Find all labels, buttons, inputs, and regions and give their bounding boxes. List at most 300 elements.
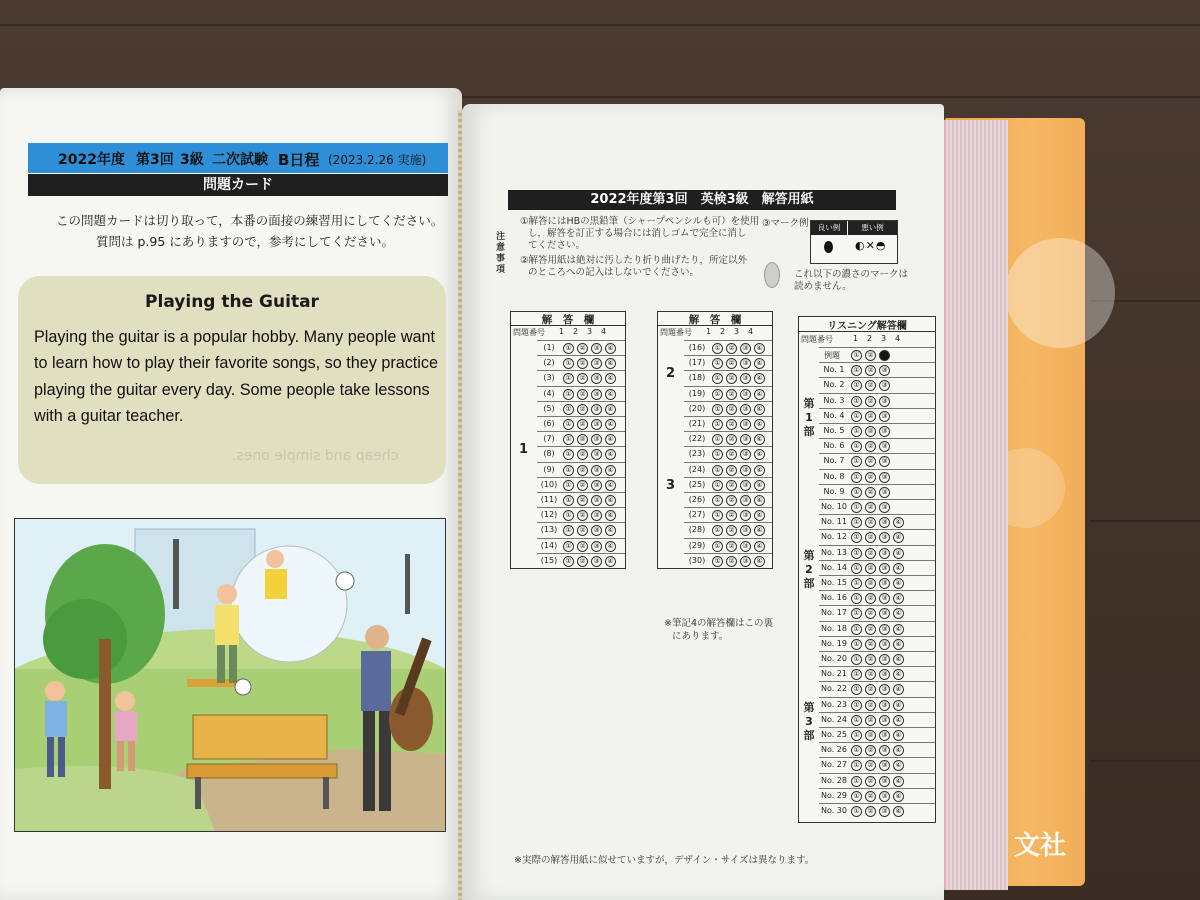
answer-bubble[interactable]: ③	[879, 456, 890, 467]
answer-row	[819, 605, 935, 621]
answer-row	[684, 355, 772, 371]
answer-bubble[interactable]: ③	[740, 495, 751, 506]
answer-bubble[interactable]: ①	[712, 419, 723, 430]
row-number: (8)	[543, 449, 555, 459]
answer-bubble[interactable]: ②	[865, 791, 876, 802]
answer-bubble[interactable]: ③	[740, 480, 751, 491]
answer-bubble[interactable]: ③	[879, 608, 890, 619]
row-number: No. 29	[820, 790, 847, 800]
answer-bubble[interactable]: ②	[577, 480, 588, 491]
answer-bubble[interactable]: ③	[879, 806, 890, 817]
answer-bubble[interactable]: ③	[591, 449, 602, 460]
answer-bubble[interactable]: ④	[893, 791, 904, 802]
answer-bubble[interactable]: ④	[893, 776, 904, 787]
answer-bubble[interactable]: ②	[865, 608, 876, 619]
answer-bubble[interactable]: ③	[591, 404, 602, 415]
choice-number: 2	[867, 334, 873, 343]
answer-bubble[interactable]: ①	[712, 556, 723, 567]
answer-bubble[interactable]: ④	[605, 389, 616, 400]
answer-bubble[interactable]: ④	[754, 389, 765, 400]
answer-bubble[interactable]: ④	[754, 358, 765, 369]
answer-bubble[interactable]: ④	[605, 525, 616, 536]
answer-bubble[interactable]: ④	[893, 760, 904, 771]
answer-bubble[interactable]: ②	[865, 426, 876, 437]
answer-bubble[interactable]: ②	[577, 495, 588, 506]
passage-title: Playing the Guitar	[145, 292, 319, 312]
answer-bubble[interactable]: ③	[740, 404, 751, 415]
answer-bubble[interactable]: ②	[726, 465, 737, 476]
answer-bubble[interactable]: ③	[740, 389, 751, 400]
answer-bubble[interactable]: ①	[563, 404, 574, 415]
answer-bubble[interactable]: ③	[740, 373, 751, 384]
answer-bubble[interactable]: ①	[563, 343, 574, 354]
answer-bubble[interactable]: ③	[879, 380, 890, 391]
answer-row	[537, 462, 625, 478]
answer-bubble[interactable]: ④	[605, 480, 616, 491]
answer-bubble[interactable]: ③	[740, 449, 751, 460]
answer-bubble[interactable]: ④	[893, 730, 904, 741]
answer-bubble[interactable]: ④	[754, 480, 765, 491]
answer-bubble[interactable]: ④	[893, 700, 904, 711]
answer-bubble[interactable]: ①	[712, 541, 723, 552]
answer-bubble[interactable]: ②	[577, 510, 588, 521]
exam-grade: 3級	[180, 152, 204, 168]
answer-bubble[interactable]: ③	[879, 684, 890, 695]
answer-bubble[interactable]: ④	[893, 532, 904, 543]
answer-bubble[interactable]: ③	[879, 578, 890, 589]
answer-bubble[interactable]: ①	[712, 525, 723, 536]
answer-bubble[interactable]: ②	[577, 434, 588, 445]
answer-bubble[interactable]: ①	[851, 700, 862, 711]
answer-bubble[interactable]: ①	[712, 495, 723, 506]
answer-row	[819, 757, 935, 773]
row-number: (12)	[540, 510, 558, 520]
answer-row	[819, 727, 935, 743]
answer-bubble[interactable]: ②	[577, 358, 588, 369]
answer-bubble[interactable]: ②	[865, 563, 876, 574]
answer-bubble[interactable]: ③	[740, 358, 751, 369]
answer-bubble[interactable]: ④	[893, 624, 904, 635]
note-line: のところへの記入はしないでください。	[528, 267, 700, 278]
writing-note: にあります。	[672, 631, 729, 642]
answer-bubble[interactable]: ①	[851, 456, 862, 467]
row-number: No. 23	[820, 699, 847, 709]
answer-bubble[interactable]: ①	[851, 487, 862, 498]
answer-bubble[interactable]: ①	[851, 441, 862, 452]
answer-bubble[interactable]: ④	[893, 684, 904, 695]
answer-bubble[interactable]: ②	[865, 806, 876, 817]
answer-bubble[interactable]: ④	[605, 465, 616, 476]
answer-bubble[interactable]: ①	[563, 358, 574, 369]
answer-bubble[interactable]: ②	[726, 343, 737, 354]
answer-bubble[interactable]: ④	[605, 419, 616, 430]
answer-bubble[interactable]: ③	[591, 556, 602, 567]
answer-bubble[interactable]: ④	[605, 373, 616, 384]
answer-row	[684, 522, 772, 538]
answer-row	[819, 712, 935, 728]
answer-bubble[interactable]: ④	[605, 541, 616, 552]
answer-bubble[interactable]: ③	[591, 419, 602, 430]
choice-number: 1	[853, 334, 859, 343]
answer-bubble[interactable]: ③	[879, 502, 890, 513]
answer-bubble[interactable]: ②	[865, 502, 876, 513]
answer-bubble[interactable]: ②	[865, 396, 876, 407]
answer-bubble[interactable]: ④	[605, 510, 616, 521]
answer-bubble[interactable]: ④	[893, 548, 904, 559]
answer-bubble[interactable]: ①	[712, 449, 723, 460]
answer-bubble[interactable]: ③	[879, 654, 890, 665]
answer-bubble[interactable]: ②	[865, 760, 876, 771]
exam-date: (2023.2.26 実施)	[328, 153, 427, 167]
answer-bubble[interactable]: ①	[851, 593, 862, 604]
answer-bubble[interactable]: ①	[851, 517, 862, 528]
answer-bubble[interactable]: ④	[893, 669, 904, 680]
answer-bubble[interactable]: ③	[591, 389, 602, 400]
answer-bubble[interactable]: ③	[879, 791, 890, 802]
answer-bubble[interactable]: ④	[893, 578, 904, 589]
row-number: (9)	[543, 464, 555, 474]
answer-bubble[interactable]: ①	[712, 480, 723, 491]
answer-bubble[interactable]: ③	[879, 426, 890, 437]
answer-bubble[interactable]: ②	[577, 449, 588, 460]
answer-bubble[interactable]: ③	[879, 624, 890, 635]
note-line: し，解答を訂正する場合には消しゴムで完全に消し	[528, 228, 747, 239]
answer-bubble[interactable]: ①	[563, 556, 574, 567]
answer-bubble[interactable]: ③	[591, 465, 602, 476]
answer-bubble[interactable]: ③	[879, 669, 890, 680]
row-number: (16)	[688, 343, 706, 352]
row-number: (10)	[540, 479, 558, 489]
answer-bubble[interactable]: ①	[851, 684, 862, 695]
group-label: 2	[666, 366, 676, 381]
answer-bubble[interactable]: ③	[879, 639, 890, 650]
answer-bubble[interactable]: ④	[754, 510, 765, 521]
answer-bubble[interactable]: ③	[879, 411, 890, 422]
answer-sheet-title: 2022年度第3回 英検3級 解答用紙	[508, 190, 896, 210]
part-label: 第1部	[803, 397, 815, 438]
answer-bubble[interactable]: ①	[563, 373, 574, 384]
row-number: No. 5	[823, 426, 845, 435]
answer-bubble[interactable]: ②	[577, 389, 588, 400]
answer-bubble[interactable]: ④	[605, 404, 616, 415]
answer-bubble[interactable]: ④	[605, 358, 616, 369]
row-number: (5)	[543, 403, 555, 413]
answer-bubble[interactable]: ③	[879, 517, 890, 528]
answer-bubble[interactable]: ①	[851, 745, 862, 756]
answer-bubble[interactable]: ③	[879, 396, 890, 407]
choice-number: 4	[895, 334, 901, 343]
answer-bubble[interactable]: ③	[879, 487, 890, 498]
answer-bubble[interactable]: ④	[605, 556, 616, 567]
answer-bubble[interactable]: ②	[577, 404, 588, 415]
answer-bubble[interactable]: ①	[851, 472, 862, 483]
answer-bubble[interactable]: ①	[851, 608, 862, 619]
answer-row	[819, 575, 935, 591]
answer-bubble[interactable]: ①	[851, 730, 862, 741]
answer-bubble[interactable]: ④	[605, 449, 616, 460]
row-number: No. 2	[823, 380, 845, 390]
row-number: No. 22	[820, 684, 847, 694]
answer-bubble[interactable]: ②	[726, 404, 737, 415]
answer-bubble[interactable]: ④	[893, 715, 904, 726]
answer-bubble[interactable]: ①	[851, 396, 862, 407]
answer-bubble[interactable]: ④	[893, 563, 904, 574]
answer-row	[684, 446, 772, 462]
answer-row	[537, 370, 625, 386]
exam-schedule: B日程	[278, 151, 320, 169]
answer-bubble[interactable]: ①	[712, 465, 723, 476]
answer-bubble[interactable]: ③	[591, 373, 602, 384]
answer-bubble[interactable]: ②	[726, 541, 737, 552]
answer-bubble[interactable]: ①	[851, 806, 862, 817]
answer-bubble[interactable]: ②	[577, 373, 588, 384]
answer-bubble[interactable]: ①	[851, 791, 862, 802]
answer-bubble[interactable]: ②	[865, 715, 876, 726]
answer-bubble[interactable]: ②	[865, 532, 876, 543]
answer-bubble[interactable]: ①	[851, 380, 862, 391]
card-title: 問題カード	[28, 174, 448, 196]
answer-row	[819, 408, 935, 424]
answer-bubble[interactable]: ①	[851, 502, 862, 513]
answer-bubble[interactable]: ②	[865, 776, 876, 787]
answer-row	[819, 347, 935, 363]
answer-bubble[interactable]: ③	[879, 776, 890, 787]
answer-bubble[interactable]: ③	[591, 343, 602, 354]
answer-bubble[interactable]: ①	[851, 426, 862, 437]
answer-bubble[interactable]: ③	[879, 350, 890, 361]
answer-row	[819, 469, 935, 485]
answer-bubble[interactable]: ③	[591, 480, 602, 491]
answer-bubble[interactable]: ②	[577, 465, 588, 476]
answer-bubble[interactable]: ①	[563, 434, 574, 445]
answer-bubble[interactable]: ④	[893, 608, 904, 619]
answer-bubble[interactable]: ①	[851, 563, 862, 574]
answer-bubble[interactable]: ①	[563, 449, 574, 460]
answer-bubble[interactable]: ④	[605, 343, 616, 354]
answer-bubble[interactable]: ②	[865, 411, 876, 422]
answer-bubble[interactable]: ③	[740, 525, 751, 536]
answer-row	[537, 477, 625, 493]
answer-bubble[interactable]: ③	[591, 434, 602, 445]
answer-bubble[interactable]: ④	[754, 449, 765, 460]
answer-bubble[interactable]: ③	[591, 510, 602, 521]
answer-bubble[interactable]: ②	[577, 541, 588, 552]
answer-bubble[interactable]: ①	[851, 350, 862, 361]
answer-bubble[interactable]: ②	[726, 358, 737, 369]
answer-bubble[interactable]: ③	[879, 760, 890, 771]
answer-row	[819, 377, 935, 393]
answer-bubble[interactable]: ④	[605, 434, 616, 445]
answer-bubble[interactable]: ②	[577, 343, 588, 354]
answer-bubble[interactable]: ①	[851, 639, 862, 650]
answer-bubble[interactable]: ②	[726, 525, 737, 536]
answer-bubble[interactable]: ④	[893, 745, 904, 756]
answer-bubble[interactable]: ②	[865, 365, 876, 376]
answer-bubble[interactable]: ①	[851, 411, 862, 422]
note-line: ①解答にはHBの黒鉛筆（シャープペンシルも可）を使用	[520, 216, 760, 227]
answer-bubble[interactable]: ③	[879, 365, 890, 376]
answer-bubble[interactable]: ④	[754, 556, 765, 567]
answer-bubble[interactable]: ①	[851, 776, 862, 787]
answer-bubble[interactable]: ②	[865, 578, 876, 589]
answer-bubble[interactable]: ③	[879, 745, 890, 756]
answer-bubble[interactable]: ②	[865, 548, 876, 559]
answer-bubble[interactable]: ①	[851, 578, 862, 589]
row-number: No. 3	[823, 395, 845, 405]
answer-bubble[interactable]: ④	[605, 495, 616, 506]
answer-bubble[interactable]: ①	[851, 624, 862, 635]
answer-bubble[interactable]: ③	[879, 532, 890, 543]
answer-bubble[interactable]: ②	[726, 480, 737, 491]
answer-bubble[interactable]: ③	[591, 541, 602, 552]
park-illustration	[14, 518, 446, 832]
answer-bubble[interactable]: ④	[893, 639, 904, 650]
answer-bubble[interactable]: ②	[865, 380, 876, 391]
answer-bubble[interactable]: ①	[851, 548, 862, 559]
answer-bubble[interactable]: ④	[754, 373, 765, 384]
answer-bubble[interactable]: ②	[577, 556, 588, 567]
answer-bubble[interactable]: ②	[865, 624, 876, 635]
answer-bubble[interactable]: ②	[865, 441, 876, 452]
answer-bubble[interactable]: ①	[563, 419, 574, 430]
answer-bubble[interactable]: ②	[726, 556, 737, 567]
answer-row	[684, 340, 772, 356]
answer-bubble[interactable]: ④	[754, 495, 765, 506]
cover-circle	[1005, 238, 1115, 348]
answer-bubble[interactable]: ③	[879, 563, 890, 574]
answer-bubble[interactable]: ③	[740, 434, 751, 445]
answer-bubble[interactable]: ②	[865, 700, 876, 711]
choice-number: 1	[706, 327, 712, 336]
answer-bubble[interactable]: ①	[563, 541, 574, 552]
answer-bubble[interactable]: ②	[726, 373, 737, 384]
answer-bubble[interactable]: ①	[712, 434, 723, 445]
answer-bubble[interactable]: ①	[712, 404, 723, 415]
answer-bubble[interactable]: ②	[726, 389, 737, 400]
answer-bubble[interactable]: ③	[879, 730, 890, 741]
answer-bubble[interactable]: ④	[754, 541, 765, 552]
answer-bubble[interactable]: ②	[865, 350, 876, 361]
answer-bubble[interactable]: ④	[754, 419, 765, 430]
answer-bubble[interactable]: ①	[563, 510, 574, 521]
answer-bubble[interactable]: ①	[712, 373, 723, 384]
passage-text: Playing the guitar is a popular hobby. Many people want to learn how to play their favorite songs, so they practice playing the guitar every day. Some people take lessons with a guitar teacher.	[34, 328, 438, 425]
group-label: 3	[666, 478, 676, 493]
answer-bubble[interactable]: ②	[726, 495, 737, 506]
answer-bubble[interactable]: ①	[563, 480, 574, 491]
answer-bubble[interactable]: ③	[740, 343, 751, 354]
answer-bubble[interactable]: ②	[577, 525, 588, 536]
answer-bubble[interactable]: ①	[851, 715, 862, 726]
answer-bubble[interactable]: ①	[563, 389, 574, 400]
answer-bubble[interactable]: ②	[865, 456, 876, 467]
answer-bubble[interactable]: ④	[893, 517, 904, 528]
answer-bubble[interactable]: ②	[865, 472, 876, 483]
answer-bubble[interactable]: ②	[865, 684, 876, 695]
answer-bubble[interactable]: ③	[740, 510, 751, 521]
answer-bubble[interactable]: ①	[712, 343, 723, 354]
answer-bubble[interactable]: ②	[726, 510, 737, 521]
answer-bubble[interactable]: ②	[577, 419, 588, 430]
row-number: No. 12	[820, 532, 847, 542]
answer-bubble[interactable]: ③	[879, 593, 890, 604]
answer-bubble[interactable]: ②	[865, 669, 876, 680]
answer-bubble[interactable]: ③	[740, 556, 751, 567]
answer-bubble[interactable]: ①	[851, 365, 862, 376]
answer-bubble[interactable]: ①	[851, 669, 862, 680]
answer-row	[819, 773, 935, 789]
answer-bubble[interactable]: ②	[865, 639, 876, 650]
answer-bubble[interactable]: ①	[563, 525, 574, 536]
answer-table-header: 解 答 欄	[658, 312, 772, 326]
answer-row	[537, 416, 625, 432]
answer-bubble[interactable]: ④	[893, 806, 904, 817]
answer-bubble[interactable]: ②	[726, 449, 737, 460]
answer-row	[819, 681, 935, 697]
light-mark-note: これ以下の濃さのマークは	[794, 269, 909, 280]
answer-bubble[interactable]: ③	[879, 441, 890, 452]
answer-bubble[interactable]: ④	[893, 654, 904, 665]
answer-bubble[interactable]: ④	[754, 343, 765, 354]
answer-row	[819, 590, 935, 606]
answer-bubble[interactable]: ③	[740, 465, 751, 476]
answer-bubble[interactable]: ④	[754, 525, 765, 536]
answer-row	[819, 651, 935, 667]
answer-row	[684, 386, 772, 402]
answer-bubble[interactable]: ④	[754, 404, 765, 415]
answer-bubble[interactable]: ①	[712, 510, 723, 521]
answer-bubble[interactable]: ③	[879, 472, 890, 483]
answer-bubble[interactable]: ③	[740, 419, 751, 430]
answer-bubble[interactable]: ④	[893, 593, 904, 604]
row-number: (30)	[688, 555, 706, 565]
answer-bubble[interactable]: ①	[851, 654, 862, 665]
answer-bubble[interactable]: ③	[591, 495, 602, 506]
answer-bubble[interactable]: ④	[754, 465, 765, 476]
answer-bubble[interactable]: ②	[865, 745, 876, 756]
answer-row	[819, 529, 935, 545]
answer-bubble[interactable]: ②	[726, 434, 737, 445]
answer-bubble[interactable]: ②	[865, 517, 876, 528]
answer-bubble[interactable]: ③	[879, 700, 890, 711]
answer-bubble[interactable]: ②	[865, 487, 876, 498]
answer-bubble[interactable]: ①	[851, 532, 862, 543]
answer-bubble[interactable]: ①	[851, 760, 862, 771]
answer-bubble[interactable]: ③	[591, 525, 602, 536]
row-number: No. 21	[820, 669, 847, 679]
answer-bubble[interactable]: ③	[879, 715, 890, 726]
answer-bubble[interactable]: ①	[712, 389, 723, 400]
answer-row	[684, 462, 772, 478]
answer-bubble[interactable]: ②	[865, 730, 876, 741]
row-number: No. 6	[823, 441, 845, 451]
answer-row	[819, 636, 935, 652]
answer-bubble[interactable]: ①	[563, 465, 574, 476]
row-number: (29)	[688, 540, 706, 550]
answer-bubble[interactable]: ④	[754, 434, 765, 445]
row-number: (26)	[688, 495, 706, 504]
answer-bubble[interactable]: ③	[591, 358, 602, 369]
row-number: No. 26	[820, 745, 847, 755]
answer-bubble[interactable]: ①	[712, 358, 723, 369]
answer-bubble[interactable]: ②	[726, 419, 737, 430]
answer-bubble[interactable]: ①	[563, 495, 574, 506]
answer-bubble[interactable]: ③	[879, 548, 890, 559]
answer-bubble[interactable]: ②	[865, 593, 876, 604]
answer-bubble[interactable]: ③	[740, 541, 751, 552]
desk-plank-line	[1090, 760, 1200, 762]
answer-bubble[interactable]: ②	[865, 654, 876, 665]
